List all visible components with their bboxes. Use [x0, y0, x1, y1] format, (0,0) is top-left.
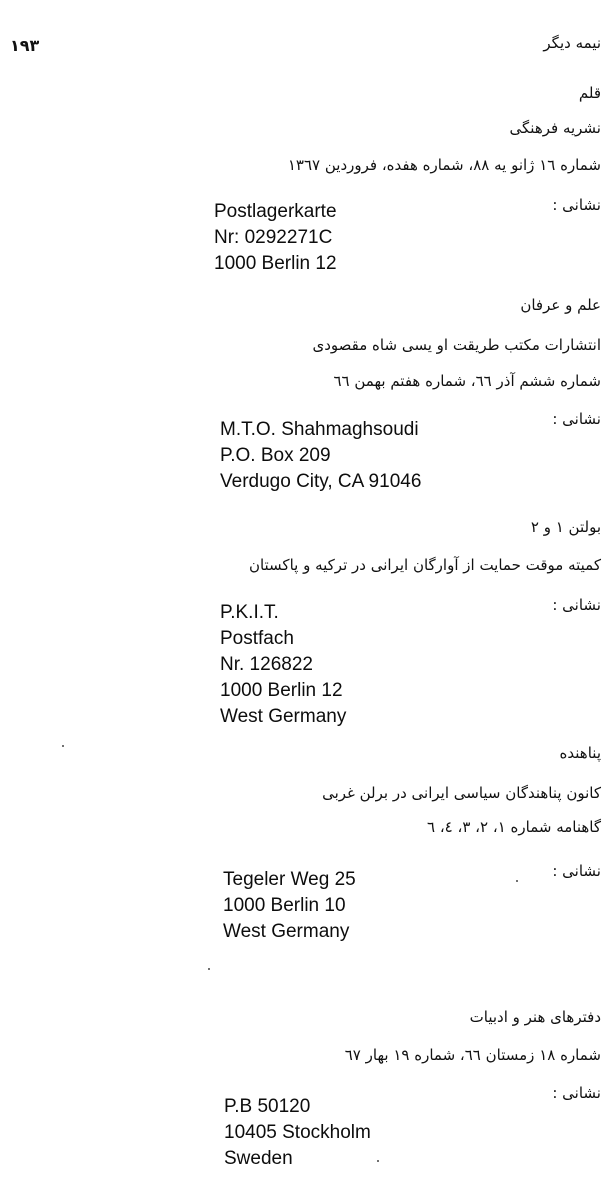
page-number: ۱۹۳	[10, 36, 40, 55]
address-line: Nr. 126822	[220, 654, 313, 675]
entry-1-line-1: نشریه فرهنگی	[509, 119, 601, 137]
address-line: M.T.O. Shahmaghsoudi	[220, 419, 419, 440]
entry-3-address-label: نشانی :	[552, 596, 601, 614]
address-line: Verdugo City, CA 91046	[220, 471, 422, 492]
entry-1-line-2: شماره ١٦ ژانو یه ٨٨، شماره هفده، فروردین ١٣٦٧	[287, 156, 601, 174]
entry-4-line-2: گاهنامه شماره ۱، ۲، ۳، ٤، ٦	[427, 818, 601, 836]
address-line: Postlagerkarte	[214, 201, 337, 222]
entry-5-address	[224, 1094, 371, 1172]
address-line: P.O. Box 209	[220, 445, 331, 466]
scan-speck	[62, 745, 64, 747]
entry-1-address-label: نشانی :	[552, 196, 601, 214]
address-line: Tegeler Weg 25	[223, 869, 356, 890]
address-line: 10405 Stockholm	[224, 1122, 371, 1143]
entry-4-address-label: نشانی :	[552, 862, 601, 880]
entry-3-title: بولتن ۱ و ۲	[530, 518, 601, 536]
scan-speck	[208, 968, 210, 970]
entry-5-title: دفترهای هنر و ادبیات	[469, 1008, 601, 1026]
entry-2-line-2: شماره ششم آذر ٦٦، شماره هفتم بهمن ٦٦	[333, 372, 601, 390]
scan-speck	[377, 1160, 379, 1162]
entry-5-line-1: شماره ۱۸ زمستان ٦٦، شماره ۱۹ بهار ٦٧	[344, 1046, 601, 1064]
entry-2-address-label: نشانی :	[552, 410, 601, 428]
address-line: Nr: 0292271C	[214, 227, 333, 248]
address-line: West Germany	[220, 706, 347, 727]
entry-4-line-1: کانون پناهندگان سیاسی ایرانی در برلن غربی	[322, 784, 601, 802]
scan-speck	[516, 880, 518, 882]
entry-4-address	[223, 867, 356, 945]
address-line: P.B 50120	[224, 1096, 311, 1117]
entry-3-address	[220, 600, 346, 730]
entry-3-line-1: کمیته موقت حمایت از آوارگان ایرانی در ترکیه و پاکستان	[248, 556, 601, 574]
entry-2-address	[220, 417, 421, 495]
address-line: 1000 Berlin 10	[223, 895, 346, 916]
entry-4-title: پناهنده	[559, 744, 601, 762]
address-line: Sweden	[224, 1148, 293, 1169]
address-line: 1000 Berlin 12	[214, 253, 337, 274]
entry-5-address-label: نشانی :	[552, 1084, 601, 1102]
running-title: نیمه دیگر	[543, 34, 601, 52]
address-line: P.K.I.T.	[220, 602, 279, 623]
entry-2-title: علم و عرفان	[520, 296, 601, 314]
entry-1-title: قلم	[578, 84, 601, 102]
entry-1-address	[214, 199, 337, 277]
entry-2-line-1: انتشارات مکتب طریقت او یسی شاه مقصودی	[312, 336, 601, 354]
address-line: 1000 Berlin 12	[220, 680, 343, 701]
address-line: West Germany	[223, 921, 350, 942]
address-line: Postfach	[220, 628, 294, 649]
